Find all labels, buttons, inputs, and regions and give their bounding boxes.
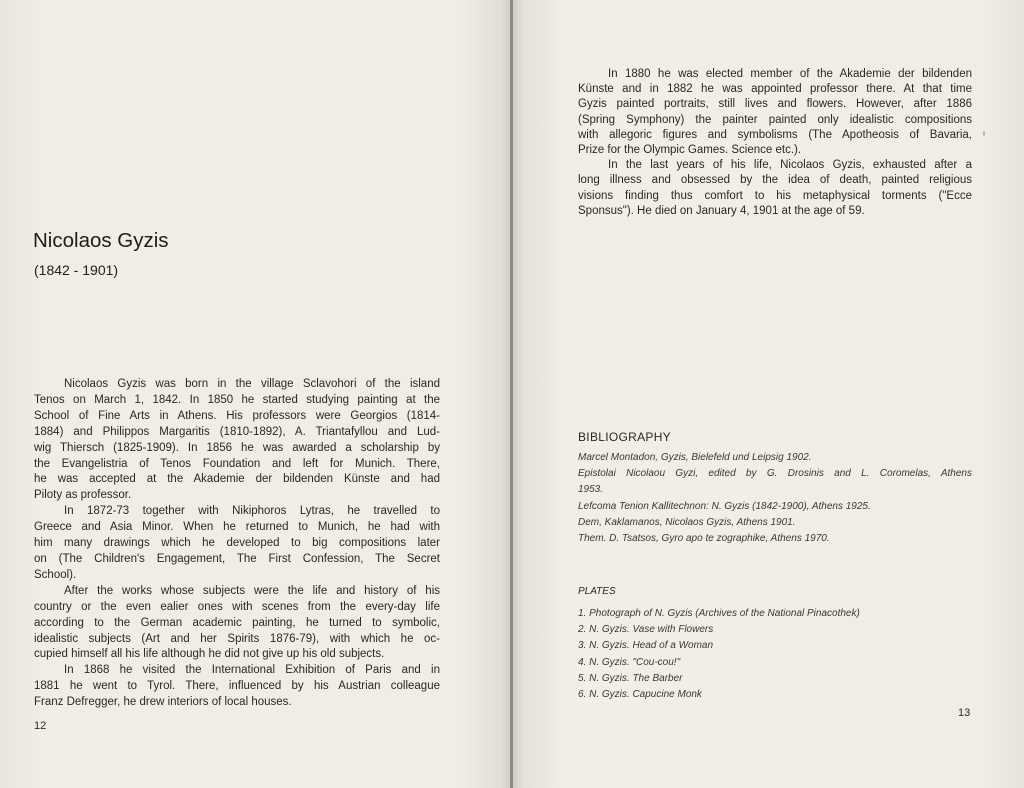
paragraph-line: Prize for the Olympic Games. Science etc.).: [578, 144, 802, 157]
left-page: [0, 0, 511, 788]
paragraph-line: Franz Defregger, he drew interiors of local houses.: [34, 696, 292, 709]
paragraph-line: long illness and obsessed by the idea of death, painted religious: [578, 174, 972, 187]
page-number-left: 12: [34, 720, 47, 732]
bibliography-entry: Dem, Kaklamanos, Nicolaos Gyzis, Athens 1901.: [578, 516, 796, 528]
paragraph-line: wig Thiersch (1825-1909). In 1856 he was awarded a scholarship by: [34, 441, 440, 454]
plate-item: 2. N. Gyzis. Vase with Flowers: [578, 624, 714, 636]
paragraph-line: on (The Children's Engagement, The First Confession, The Secret: [34, 552, 440, 565]
plate-item: 3. N. Gyzis. Head of a Woman: [578, 640, 714, 652]
paragraph-line: him many drawings which he developed to big compositions later: [34, 537, 440, 550]
plate-item: 1. Photograph of N. Gyzis (Archives of the National Pinacothek): [578, 608, 860, 619]
plates-list: [578, 606, 972, 703]
paragraph-line: visions finding thus comfort to his metaphysical torments ("Ecce: [578, 189, 972, 202]
paragraph-line: In 1880 he was elected member of the Akademie der bildenden: [608, 68, 972, 80]
paragraph-line: (Spring Symphony) the painter painted only idealistic compositions: [578, 113, 972, 126]
paragraph-line: country or the even ealier ones with scenes from the every-day life: [34, 600, 440, 613]
paragraph-line: the Evangelistria of Tenos Foundation and left for Munich. There,: [34, 457, 440, 470]
paragraph-line: with allegoric figures and symbolisms (The Apotheosis of Bavaria,: [578, 128, 972, 141]
paragraph-line: idealistic subjects (Art and her Spirits 1876-79), with which he oc-: [34, 632, 440, 645]
page-number-right: 13: [958, 707, 971, 719]
bibliography-entry: Lefcoma Tenion Kallitechnon: N. Gyzis (1842-1900), Athens 1925.: [578, 500, 871, 512]
paragraph-line: Gyzis painted portraits, still lives and flowers. However, after 1886: [578, 98, 972, 111]
paragraph-line: 1884) and Philippos Margaritis (1810-1892), A. Triantafyllou and Lud-: [34, 425, 440, 438]
life-dates: (1842 - 1901): [34, 262, 119, 278]
paragraph-line: Künste and in 1882 he was appointed professor there. At that time: [578, 83, 972, 96]
plates-heading: PLATES: [578, 586, 616, 597]
bibliography-heading: BIBLIOGRAPHY: [578, 430, 671, 444]
paragraph-line: School).: [34, 568, 77, 581]
paragraph-line: 1881 he went to Tyrol. There, influenced by his Austrian colleague: [34, 680, 440, 693]
bibliography-entry: Epistolai Nicolaou Gyzi, edited by G. Drosinis and L. Coromelas, Athens: [578, 468, 972, 480]
paragraph-line: In the last years of his life, Nicolaos Gyzis, exhausted after a: [608, 159, 972, 172]
paragraph-line: In 1872-73 together with Nikiphoros Lytras, he travelled to: [64, 505, 440, 518]
bibliography-entry: Marcel Montadon, Gyzis, Bielefeld und Leipsig 1902.: [578, 452, 812, 463]
paragraph-line: In 1868 he visited the International Exhibition of Paris and in: [64, 664, 440, 677]
paragraph-line: he was accepted at the Akademie der bildenden Künste and had: [34, 473, 440, 486]
paragraph-line: After the works whose subjects were the life and history of his: [64, 584, 440, 597]
biography-continued-text: [578, 67, 972, 219]
page-title: Nicolaos Gyzis: [33, 229, 169, 252]
paragraph-line: Tenos on March 1, 1842. In 1850 he started studying painting at the: [34, 393, 440, 406]
paragraph-line: Greece and Asia Minor. When he returned to Munich, he had with: [34, 521, 440, 534]
plate-item: 6. N. Gyzis. Capucine Monk: [578, 689, 702, 701]
plate-item: 4. N. Gyzis. "Cou-cou!": [578, 656, 681, 668]
paragraph-line: School of Fine Arts in Athens. His professors were Georgios (1814-: [34, 409, 440, 422]
paragraph-line: Nicolaos Gyzis was born in the village Sclavohori of the island: [64, 378, 440, 390]
plate-item: 5. N. Gyzis. The Barber: [578, 672, 683, 684]
paragraph-line: according to the German academic painting, he turned to symbolic,: [34, 616, 440, 629]
bibliography-list: [578, 450, 972, 547]
bibliography-entry: 1953.: [578, 484, 604, 496]
paragraph-line: Sponsus"). He died on January 4, 1901 at the age of 59.: [578, 204, 865, 217]
paragraph-line: cupied himself all his life although he did not give up his old subjects.: [34, 648, 385, 661]
bibliography-entry: Them. D. Tsatsos, Gyro apo te zographike, Athens 1970.: [578, 533, 830, 545]
margin-mark: ᵻ: [983, 128, 985, 138]
biography-text: [34, 377, 440, 711]
paragraph-line: Piloty as professor.: [34, 489, 132, 502]
